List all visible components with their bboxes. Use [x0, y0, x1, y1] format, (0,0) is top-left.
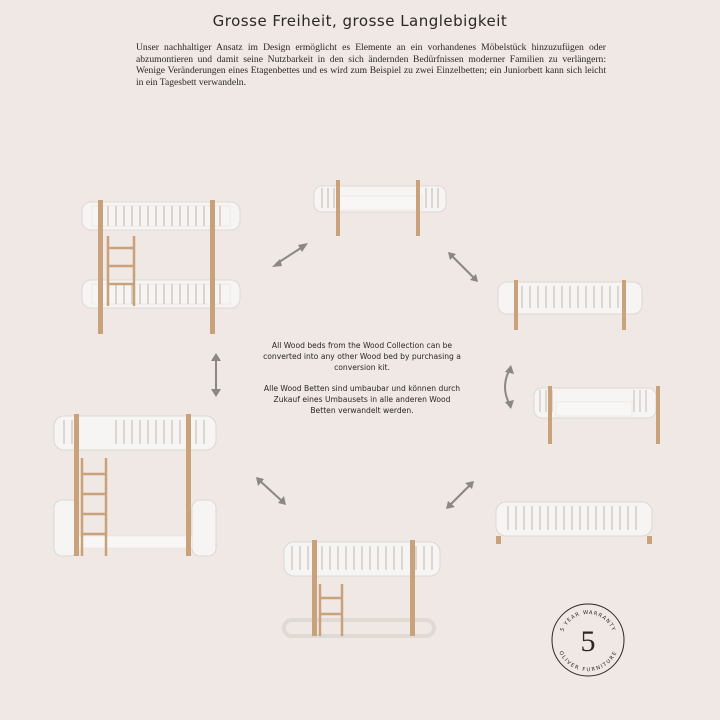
double-arrow-icon: [254, 476, 288, 506]
badge-number: 5: [580, 625, 596, 658]
high-bunk-bed-image: [50, 410, 220, 560]
double-arrow-icon: [270, 240, 310, 270]
conversion-info-english: All Wood beds from the Wood Collection can be converted into any other Wood bed by purchasing a conversion kit.: [263, 341, 461, 372]
warranty-badge: [548, 600, 628, 680]
page-title: Grosse Freiheit, grosse Langlebigkeit: [212, 12, 508, 30]
sofa-bed-image: [492, 498, 656, 544]
junior-bed-image: [310, 176, 450, 236]
double-arrow-icon: [446, 250, 480, 284]
badge-top-text: 5 YEAR WARRANTY: [559, 609, 617, 633]
double-arrow-icon: [444, 480, 476, 510]
single-bed-image: [530, 382, 660, 444]
bunk-bed-image: [78, 196, 244, 334]
loft-bed-image: [280, 536, 444, 640]
double-arrow-icon: [206, 352, 226, 398]
double-arrow-icon: [496, 364, 520, 410]
day-bed-image: [494, 278, 646, 330]
intro-paragraph: Unser nachhaltiger Ansatz im Design ermöglicht es Elemente an ein vorhandenes Möbelstück hinzuzufügen oder abzumontieren und damit seine Nutzbarkeit in den sich ändernden Bedürfnissen moderner Familien zu verlängern: Wenige Veränderungen eines Etagenbettes und es wird zum Beispiel zu zwei Einzelbetten; ein Juniorbett kann sich leicht in ein Tagesbett verwandeln.: [136, 42, 606, 88]
conversion-info-german: Alle Wood Betten sind umbaubar und können durch Zukauf eines Umbausets in alle anderen Wood Betten verwandelt werden.: [263, 384, 461, 415]
badge-bottom-text: OLIVER FURNITURE: [557, 650, 619, 674]
conversion-info: [262, 340, 462, 426]
